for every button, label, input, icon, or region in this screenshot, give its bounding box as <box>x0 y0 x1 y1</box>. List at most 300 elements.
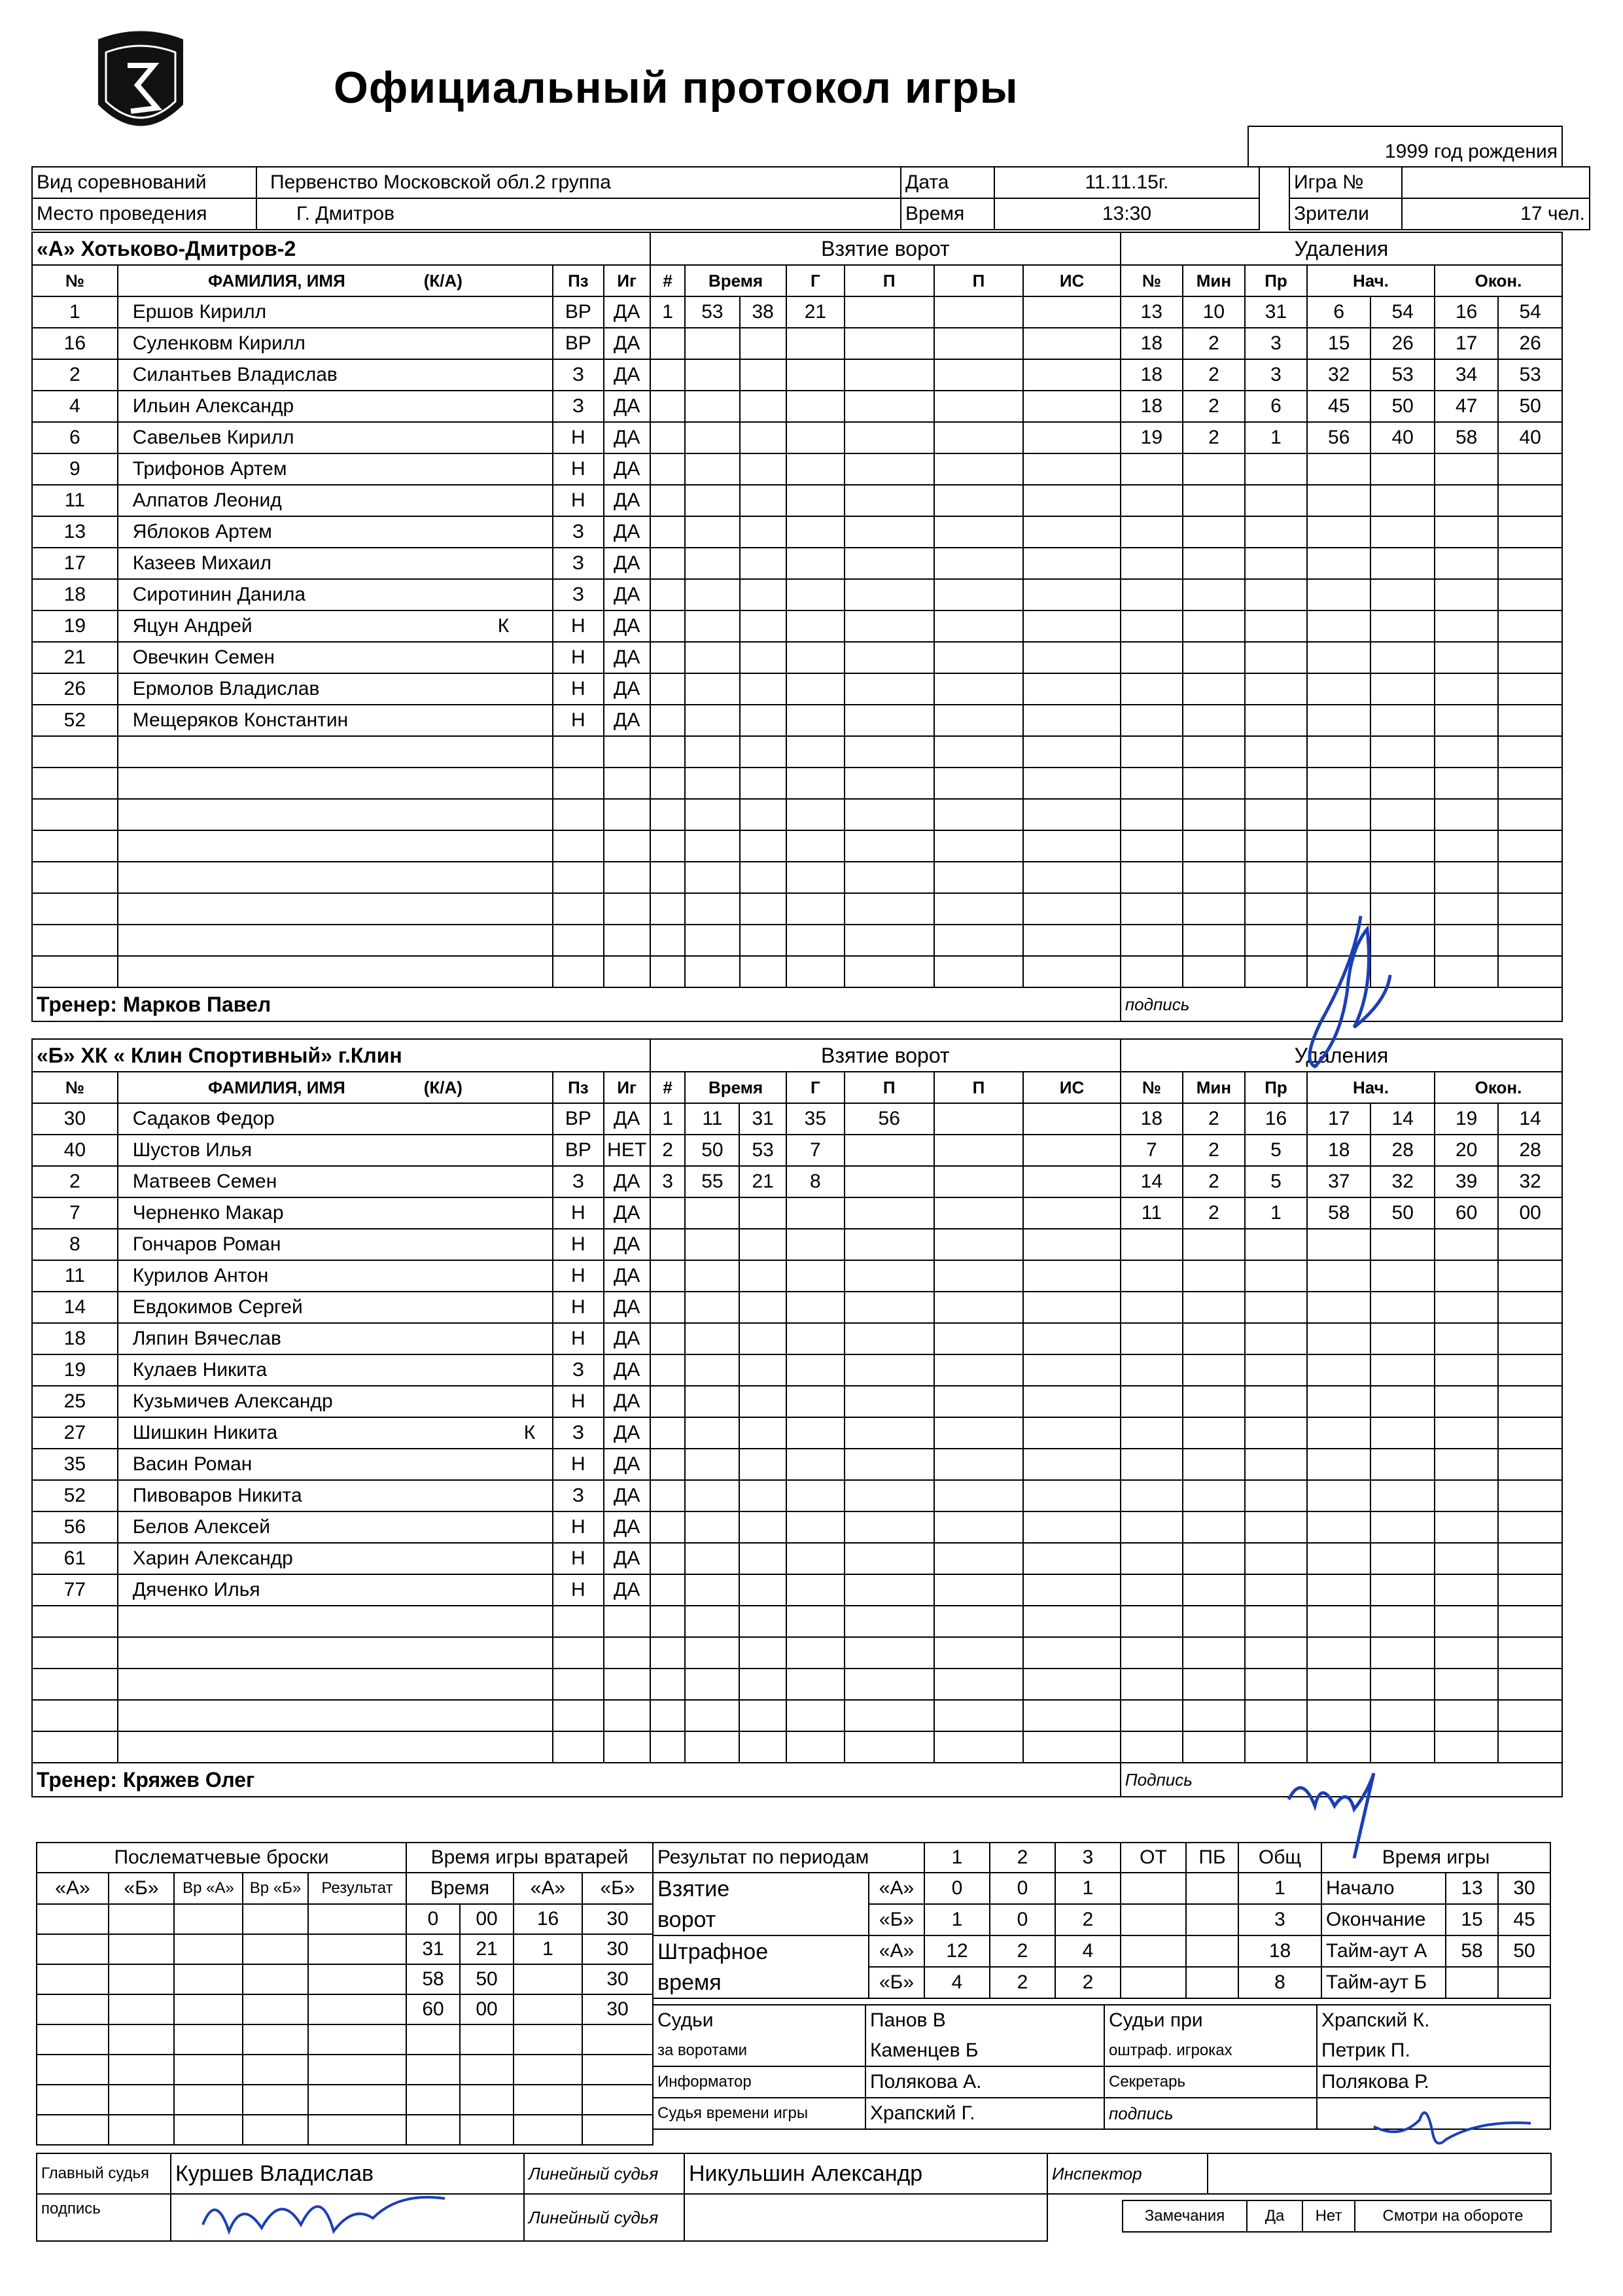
gk-a-number <box>514 1964 582 1994</box>
goal-assist-2 <box>934 485 1024 516</box>
goal-time-sec <box>739 1197 786 1229</box>
penalty-start-sec <box>1370 799 1434 830</box>
goal-situation <box>1023 1197 1121 1229</box>
player-position: З <box>553 516 603 548</box>
shootout-b <box>109 1994 174 2024</box>
shootout-vra <box>174 2085 243 2115</box>
penalty-minutes <box>1183 485 1245 516</box>
penalty-minutes <box>1183 1292 1245 1323</box>
shootout-vra <box>174 1934 243 1964</box>
goal-assist-1 <box>845 579 934 610</box>
penalty-reason: 3 <box>1245 328 1307 359</box>
team-b-coach: Тренер: Кряжев Олег <box>32 1763 1121 1797</box>
goal-situation <box>1023 830 1121 862</box>
shootout-vra <box>174 2024 243 2055</box>
goal-time-sec <box>739 1700 786 1731</box>
player-position: Н <box>553 1292 603 1323</box>
penalty-end-min: 17 <box>1435 328 1498 359</box>
player-playing: ДА <box>604 1574 650 1606</box>
penalty-reason <box>1245 830 1307 862</box>
gk-b-number: 30 <box>582 1904 653 1934</box>
penalty-player <box>1121 1637 1183 1669</box>
goal-situation <box>1023 642 1121 673</box>
penalty-start-min <box>1307 1292 1370 1323</box>
goal-situation <box>1023 1543 1121 1574</box>
player-number: 27 <box>32 1417 118 1449</box>
penalty-end-min <box>1435 799 1498 830</box>
goal-number <box>650 893 685 925</box>
player-name-cell <box>118 1417 553 1449</box>
player-playing: ДА <box>604 1166 650 1197</box>
penalty-end-sec <box>1498 1669 1562 1700</box>
player-name-cell <box>118 1166 553 1197</box>
penalty-minutes <box>1183 1511 1245 1543</box>
goal-time-sec <box>740 956 786 987</box>
gk-time-sec: 00 <box>460 1994 514 2024</box>
player-name: Матвеев Семен <box>132 1171 277 1192</box>
goal-time-sec <box>740 422 786 453</box>
player-name-cell <box>118 485 553 516</box>
penalty-end-sec <box>1498 862 1562 893</box>
penalty-end-min <box>1435 956 1498 987</box>
spectators-value: 17 чел. <box>1402 198 1590 230</box>
comp-value: Первенство Московской обл.2 группа <box>256 167 901 198</box>
penalty-start-sec: 40 <box>1370 422 1434 453</box>
timeout-b-sec <box>1498 1967 1550 1998</box>
penalty-start-min <box>1307 1417 1370 1449</box>
goal-time-min <box>685 1480 739 1511</box>
player-number: 56 <box>32 1511 118 1543</box>
penalty-end-sec <box>1498 1260 1562 1292</box>
penalty-player <box>1121 1417 1183 1449</box>
penalty-end-min <box>1435 893 1498 925</box>
penalty-minutes <box>1183 862 1245 893</box>
goal-time-sec <box>740 485 786 516</box>
player-name: Овечкин Семен <box>132 646 275 668</box>
goal-scorer <box>786 485 845 516</box>
player-row <box>32 862 1562 893</box>
goal-assist-1 <box>845 642 934 673</box>
player-number: 8 <box>32 1229 118 1260</box>
goal-time-min <box>685 736 739 768</box>
player-playing <box>604 1731 650 1763</box>
pen-a-ot <box>1121 1935 1186 1967</box>
penalty-start-min <box>1307 1606 1370 1637</box>
penalty-start-min <box>1307 736 1370 768</box>
player-row <box>32 485 1562 516</box>
penalty-start-sec: 53 <box>1370 359 1434 391</box>
penalty-start-sec <box>1370 1417 1434 1449</box>
goals-a-ot <box>1121 1873 1186 1904</box>
player-row <box>32 1166 1562 1197</box>
goal-number <box>650 1700 685 1731</box>
goal-assist-2 <box>934 673 1024 705</box>
penalty-start-sec: 14 <box>1370 1103 1434 1135</box>
penalty-start-sec <box>1370 1229 1434 1260</box>
player-playing: ДА <box>604 579 650 610</box>
col-pen-pr: Пр <box>1245 1072 1307 1103</box>
goal-situation <box>1023 862 1121 893</box>
player-name-cell <box>118 1700 553 1731</box>
penalty-end-sec <box>1498 1700 1562 1731</box>
goal-number <box>650 359 685 391</box>
goal-time-sec <box>739 1637 786 1669</box>
penalty-end-min: 39 <box>1435 1166 1498 1197</box>
penalty-minutes <box>1183 1417 1245 1449</box>
player-name-cell <box>118 1229 553 1260</box>
col-name <box>118 265 553 296</box>
penalty-end-min <box>1435 610 1498 642</box>
goal-number <box>650 1480 685 1511</box>
goal-time-sec <box>740 453 786 485</box>
shootout-vra <box>174 1904 243 1934</box>
player-position: Н <box>553 1386 603 1417</box>
goal-assist-2 <box>934 548 1024 579</box>
goals-label-1: Взятие <box>653 1873 869 1904</box>
penalty-end-sec <box>1498 768 1562 799</box>
penalty-minutes <box>1183 1386 1245 1417</box>
player-playing <box>604 925 650 956</box>
penalty-start-sec <box>1370 1260 1434 1292</box>
shootout-result <box>308 2085 406 2115</box>
goal-time-min <box>685 1449 739 1480</box>
player-name: Кузьмичев Александр <box>132 1390 333 1412</box>
penalty-end-sec <box>1498 1417 1562 1449</box>
player-number: 7 <box>32 1197 118 1229</box>
goal-scorer <box>786 1574 845 1606</box>
goals-team-a: «А» <box>869 1873 924 1904</box>
goal-time-min <box>685 705 739 736</box>
pen-label-2: время <box>653 1967 869 1998</box>
col-pen-end: Окон. <box>1435 1072 1562 1103</box>
player-number: 25 <box>32 1386 118 1417</box>
goals-a-p2: 0 <box>990 1873 1055 1904</box>
goal-assist-2 <box>934 1103 1024 1135</box>
penalty-minutes <box>1183 579 1245 610</box>
birth-year: 1999 год рождения <box>1248 126 1562 167</box>
player-name: Ершов Кирилл <box>132 301 267 323</box>
penalty-start-min <box>1307 516 1370 548</box>
goal-number <box>650 579 685 610</box>
team-b-sign-label: Подпись <box>1121 1763 1562 1797</box>
penalty-end-sec <box>1498 642 1562 673</box>
shootout-a <box>37 1994 109 2024</box>
goal-time-sec <box>739 1386 786 1417</box>
goals-b-p2: 0 <box>990 1904 1055 1935</box>
player-row <box>32 1292 1562 1323</box>
col-goal-p2: П <box>934 265 1024 296</box>
goal-situation <box>1023 1386 1121 1417</box>
player-playing: ДА <box>604 642 650 673</box>
col-pen-pr: Пр <box>1245 265 1307 296</box>
team-a-penalties-title: Удаления <box>1121 232 1562 265</box>
goal-time-sec <box>739 1292 786 1323</box>
goals-b-total: 3 <box>1238 1904 1321 1935</box>
remarks-no[interactable]: Нет <box>1302 2200 1355 2232</box>
player-position: Н <box>553 673 603 705</box>
shootout-gk-row <box>37 2085 653 2115</box>
goal-scorer <box>786 799 845 830</box>
penalty-end-sec <box>1498 1511 1562 1543</box>
goal-number: 3 <box>650 1166 685 1197</box>
goal-scorer: 21 <box>786 296 845 328</box>
goal-time-sec <box>739 1229 786 1260</box>
penalty-player <box>1121 705 1183 736</box>
goal-assist-2 <box>934 1135 1024 1166</box>
referees-table <box>36 2153 1048 2242</box>
goal-time-min <box>685 1292 739 1323</box>
goal-assist-1 <box>845 1511 934 1543</box>
goal-scorer: 35 <box>786 1103 845 1135</box>
penalty-start-min <box>1307 1669 1370 1700</box>
player-position: Н <box>553 610 603 642</box>
goal-assist-1 <box>845 391 934 422</box>
player-name: Силантьев Владислав <box>132 364 338 385</box>
goal-time-sec: 38 <box>740 296 786 328</box>
penalty-end-sec <box>1498 705 1562 736</box>
player-position: Н <box>553 1543 603 1574</box>
col-goal-time: Время <box>685 265 786 296</box>
penalty-end-sec <box>1498 1637 1562 1669</box>
timeout-a-min: 58 <box>1446 1935 1498 1967</box>
penalty-end-sec <box>1498 925 1562 956</box>
gk-col-time: Время <box>406 1873 514 1904</box>
player-number: 30 <box>32 1103 118 1135</box>
player-name-cell <box>118 328 553 359</box>
goal-time-min: 11 <box>685 1103 739 1135</box>
coach-a-signature <box>1276 910 1393 1073</box>
penalty-start-min <box>1307 1386 1370 1417</box>
goal-time-min <box>685 391 739 422</box>
goal-assist-2 <box>934 705 1024 736</box>
player-playing: ДА <box>604 1480 650 1511</box>
player-playing: ДА <box>604 1292 650 1323</box>
goal-scorer <box>786 328 845 359</box>
penalty-player <box>1121 768 1183 799</box>
goal-situation <box>1023 1166 1121 1197</box>
goal-number <box>650 1543 685 1574</box>
player-playing: ДА <box>604 453 650 485</box>
place-label: Место проведения <box>32 198 256 230</box>
col-pen-min: Мин <box>1183 1072 1245 1103</box>
player-position: Н <box>553 1229 603 1260</box>
remarks-yes[interactable]: Да <box>1247 2200 1302 2232</box>
period-total-header: Общ <box>1238 1843 1321 1873</box>
shootout-col-vrb: Вр «Б» <box>243 1873 308 1904</box>
pen-a-p1: 12 <box>924 1935 990 1967</box>
goal-number <box>650 1449 685 1480</box>
penalty-minutes <box>1183 705 1245 736</box>
player-playing: ДА <box>604 391 650 422</box>
penalty-start-sec <box>1370 453 1434 485</box>
goal-time-sec <box>739 1606 786 1637</box>
penalty-minutes <box>1183 956 1245 987</box>
goal-situation <box>1023 391 1121 422</box>
goal-time-min <box>685 1323 739 1354</box>
shootout-result <box>308 2115 406 2145</box>
player-number: 52 <box>32 1480 118 1511</box>
goal-assist-2 <box>934 862 1024 893</box>
goal-situation <box>1023 1700 1121 1731</box>
goal-number <box>650 673 685 705</box>
penalty-minutes: 2 <box>1183 328 1245 359</box>
player-row <box>32 1354 1562 1386</box>
player-number: 26 <box>32 673 118 705</box>
penalty-start-min: 58 <box>1307 1197 1370 1229</box>
linesman-label-1: Линейный судья <box>524 2153 684 2194</box>
goal-time-sec <box>740 799 786 830</box>
goal-assist-2 <box>934 1606 1024 1637</box>
goal-situation <box>1023 516 1121 548</box>
penalty-end-sec <box>1498 548 1562 579</box>
goal-assist-2 <box>934 956 1024 987</box>
goal-number <box>650 642 685 673</box>
goal-assist-1 <box>845 359 934 391</box>
goal-assist-1 <box>845 1323 934 1354</box>
goal-scorer <box>786 1449 845 1480</box>
player-name-cell <box>118 1292 553 1323</box>
goal-assist-1 <box>845 1480 934 1511</box>
penalty-end-sec <box>1498 1480 1562 1511</box>
goal-scorer <box>786 1700 845 1731</box>
goals-a-pb <box>1186 1873 1238 1904</box>
player-row <box>32 391 1562 422</box>
player-name-cell <box>118 579 553 610</box>
player-number <box>32 799 118 830</box>
penalty-minutes <box>1183 1669 1245 1700</box>
periods-title: Результат по периодам <box>653 1843 924 1873</box>
gk-time-sec: 21 <box>460 1934 514 1964</box>
gk-b-number <box>582 2085 653 2115</box>
goal-assist-2 <box>934 453 1024 485</box>
player-position: Н <box>553 422 603 453</box>
player-name-cell <box>118 799 553 830</box>
shootout-col-result: Результат <box>308 1873 406 1904</box>
player-name: Алпатов Леонид <box>132 489 282 511</box>
penalty-start-sec <box>1370 1386 1434 1417</box>
penalty-minutes: 2 <box>1183 391 1245 422</box>
player-name: Садаков Федор <box>132 1108 275 1129</box>
penalty-start-sec <box>1370 1700 1434 1731</box>
shootout-result <box>308 1904 406 1934</box>
gk-time-min <box>406 2085 460 2115</box>
penalty-reason <box>1245 642 1307 673</box>
penalty-start-sec <box>1370 830 1434 862</box>
goal-situation <box>1023 1731 1121 1763</box>
player-position: ВР <box>553 1103 603 1135</box>
goal-assist-1 <box>845 610 934 642</box>
goal-assist-1 <box>845 1574 934 1606</box>
pen-team-b: «Б» <box>869 1967 924 1998</box>
pen-b-pb <box>1186 1967 1238 1998</box>
col-ig: Иг <box>604 1072 650 1103</box>
goal-time-min <box>685 1260 739 1292</box>
player-playing <box>604 736 650 768</box>
penalty-player <box>1121 548 1183 579</box>
goal-scorer <box>786 1354 845 1386</box>
goals-a-p1: 0 <box>924 1873 990 1904</box>
player-number <box>32 830 118 862</box>
player-position: Н <box>553 1511 603 1543</box>
penalty-player <box>1121 862 1183 893</box>
player-playing <box>604 830 650 862</box>
shootout-b <box>109 2085 174 2115</box>
coach-b-signature <box>1276 1760 1400 1865</box>
player-name-cell <box>118 1135 553 1166</box>
player-name-cell <box>118 1543 553 1574</box>
player-number: 9 <box>32 453 118 485</box>
player-row <box>32 768 1562 799</box>
penalty-reason <box>1245 1386 1307 1417</box>
goal-assist-1 <box>845 1606 934 1637</box>
gk-b-number: 30 <box>582 1934 653 1964</box>
player-name: Ермолов Владислав <box>132 678 320 699</box>
player-position <box>553 956 603 987</box>
player-name: Пивоваров Никита <box>132 1485 302 1506</box>
player-number <box>32 862 118 893</box>
goal-time-min <box>685 673 739 705</box>
penalty-player <box>1121 610 1183 642</box>
goal-time-sec <box>740 673 786 705</box>
penalty-start-sec <box>1370 642 1434 673</box>
end-label: Окончание <box>1321 1904 1446 1935</box>
goal-situation <box>1023 548 1121 579</box>
penalty-player <box>1121 453 1183 485</box>
shootout-vra <box>174 1964 243 1994</box>
penalty-reason <box>1245 736 1307 768</box>
goal-assist-1 <box>845 296 934 328</box>
player-name: Харин Александр <box>132 1547 293 1569</box>
penalty-player: 14 <box>1121 1166 1183 1197</box>
player-name-cell <box>118 1511 553 1543</box>
gk-time-min: 58 <box>406 1964 460 1994</box>
goal-situation <box>1023 893 1121 925</box>
penalty-start-sec <box>1370 1354 1434 1386</box>
goal-scorer <box>786 893 845 925</box>
col-ka-label: (К/А) <box>423 271 462 291</box>
player-position <box>553 1637 603 1669</box>
player-playing <box>604 1637 650 1669</box>
timeout-a-sec: 50 <box>1498 1935 1550 1967</box>
goal-assist-2 <box>934 1480 1024 1511</box>
secretary-name: Полякова Р. <box>1317 2066 1550 2098</box>
goal-scorer <box>786 925 845 956</box>
penalty-minutes <box>1183 1731 1245 1763</box>
player-number: 11 <box>32 485 118 516</box>
player-name-cell <box>118 1103 553 1135</box>
goal-scorer <box>786 862 845 893</box>
player-position: Н <box>553 1449 603 1480</box>
player-number <box>32 736 118 768</box>
goal-situation <box>1023 1229 1121 1260</box>
goal-scorer <box>786 516 845 548</box>
goal-time-min: 50 <box>685 1135 739 1166</box>
goal-scorer <box>786 956 845 987</box>
timeout-b-min <box>1446 1967 1498 1998</box>
shootout-gk-row <box>37 2055 653 2085</box>
penalty-reason <box>1245 1669 1307 1700</box>
goal-number <box>650 1606 685 1637</box>
goal-number <box>650 1229 685 1260</box>
goal-assist-1 <box>845 1669 934 1700</box>
goal-time-min <box>685 453 739 485</box>
gk-a-number <box>514 2085 582 2115</box>
penalty-minutes: 2 <box>1183 1166 1245 1197</box>
player-number <box>32 925 118 956</box>
end-hours: 15 <box>1446 1904 1498 1935</box>
goal-number <box>650 705 685 736</box>
col-num: № <box>32 265 118 296</box>
